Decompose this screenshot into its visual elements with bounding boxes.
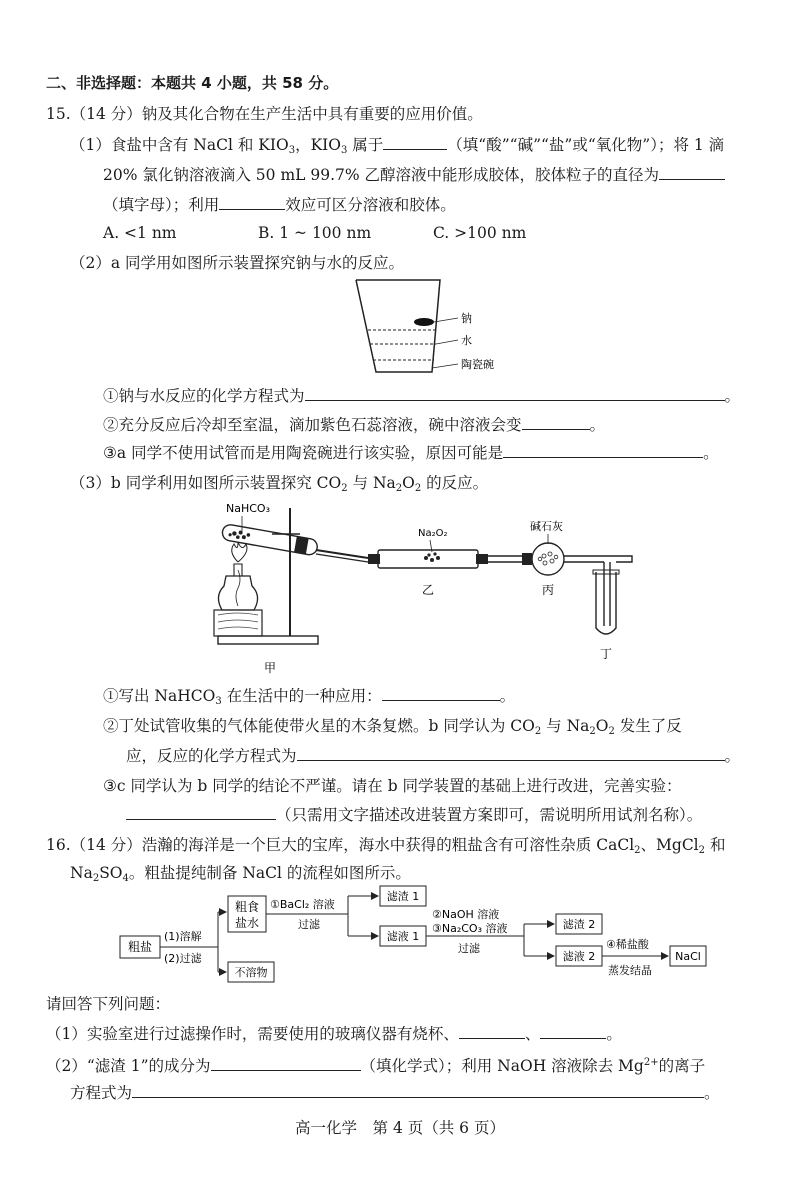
sodium-block (414, 318, 434, 326)
label-bowl: 陶瓷碗 (461, 358, 494, 371)
svg-text:滤渣 2: 滤渣 2 (562, 918, 596, 931)
answer-blank[interactable] (297, 746, 725, 761)
svg-text:(2)过滤: (2)过滤 (164, 952, 202, 965)
svg-text:③Na₂CO₃ 溶液: ③Na₂CO₃ 溶液 (432, 922, 508, 935)
label-ding: 丁 (600, 647, 613, 661)
answer-blank[interactable] (126, 805, 276, 820)
ceramic-bowl (356, 280, 440, 372)
flowchart (114, 884, 724, 986)
svg-text:蒸发结晶: 蒸发结晶 (608, 964, 652, 977)
bowl-figure (340, 272, 520, 378)
option-b: B. 1 ~ 100 nm (258, 224, 372, 242)
q15-p1-line1: （1）食盐中含有 NaCl 和 $KIO_3$，$KIO_3$ 属于 （填“酸”“碱”“盐”或“氧化物”）；将 1 滴 (70, 136, 725, 156)
label-nahco3: NaHCO₃ (226, 502, 270, 515)
q15-p2-s2: ②充分反应后冷却至室温，滴加紫色石蕊溶液，碗中溶液会变 。 (103, 416, 606, 434)
label-yi: 乙 (422, 583, 435, 597)
q16-ask: 请回答下列问题： (46, 995, 171, 1013)
svg-text:盐水: 盐水 (234, 916, 260, 930)
answer-blank[interactable] (659, 165, 725, 180)
svg-text:粗盐: 粗盐 (127, 940, 153, 954)
answer-blank[interactable] (540, 1024, 606, 1039)
flame (232, 542, 247, 562)
answer-blank[interactable] (522, 415, 590, 430)
apparatus-figure (200, 498, 660, 674)
label-jia: 甲 (264, 661, 277, 674)
svg-text:滤渣 1: 滤渣 1 (386, 890, 420, 903)
q16-header-cont: $Na_2SO_4$。粗盐提纯制备 NaCl 的流程如图所示。 (70, 864, 411, 884)
q15-p3-s2-cont: 应，反应的化学方程式为 。 (126, 747, 741, 765)
svg-text:①BaCl₂ 溶液: ①BaCl₂ 溶液 (270, 898, 335, 911)
q15-p3-intro: （3）b 同学利用如图所示装置探究 $CO_2$ 与 $Na_2O_2$ 的反应。 (70, 474, 489, 494)
svg-text:②NaOH 溶液: ②NaOH 溶液 (432, 908, 500, 921)
stopper (294, 536, 309, 554)
q16-header: 16.（14 分）浩瀚的海洋是一个巨大的宝库，海水中获得的粗盐含有可溶性杂质 CaCl$_2$、MgCl$_2$ 和 (46, 836, 726, 856)
label-bing: 丙 (542, 583, 555, 597)
svg-text:(1)溶解: (1)溶解 (164, 930, 202, 943)
q15-p3-s2: ②丁处试管收集的气体能使带火星的木条复燃。b 同学认为 $CO_2$ 与 $Na_2O_2$ 发生了反 (103, 717, 682, 737)
wooden-block (214, 610, 262, 636)
page-footer: 高一化学 第 4 页（共 6 页） (295, 1119, 505, 1137)
label-na2o2: Na₂O₂ (418, 528, 448, 539)
q15-p1-line3: （填字母）；利用 效应可区分溶液和胶体。 (103, 196, 456, 214)
test-tube-ding (596, 572, 616, 634)
q15-p2-intro: （2）a 同学用如图所示装置探究钠与水的反应。 (70, 254, 405, 272)
answer-blank[interactable] (503, 443, 703, 458)
svg-text:过滤: 过滤 (458, 942, 480, 955)
q16-a1: （1）实验室进行过滤操作时，需要使用的玻璃仪器有烧杯、 、 。 (46, 1025, 622, 1043)
option-c: C. >100 nm (433, 224, 527, 242)
svg-text:NaCl: NaCl (675, 950, 701, 963)
q15-p3-s1: ①写出 NaHCO$_3$ 在生活中的一种应用： 。 (103, 687, 516, 707)
svg-text:粗食: 粗食 (234, 900, 260, 914)
q15-header: 15.（14 分）钠及其化合物在生产生活中具有重要的应用价值。 (46, 105, 483, 123)
q15-p2-s3: ③a 同学不使用试管而是用陶瓷碗进行该实验，原因可能是 。 (103, 444, 719, 462)
answer-blank[interactable] (211, 1056, 361, 1071)
label-water: 水 (461, 334, 472, 347)
q15-p3-s3-cont: （只需用文字描述改进装置方案即可，需说明所用试剂名称）。 (126, 804, 702, 826)
svg-text:过滤: 过滤 (298, 918, 320, 931)
drying-bulb-bing (532, 543, 564, 575)
q15-p3-s3: ③c 同学认为 b 同学的结论不严谨。请在 b 同学装置的基础上进行改进，完善实验： (103, 777, 682, 795)
svg-text:不溶物: 不溶物 (234, 966, 268, 979)
q15-p2-s1: ①钠与水反应的化学方程式为 。 (103, 387, 741, 405)
section-title: 二、非选择题：本题共 4 小题，共 58 分。 (46, 74, 339, 92)
svg-text:滤液 1: 滤液 1 (386, 930, 420, 943)
svg-text:④稀盐酸: ④稀盐酸 (606, 938, 649, 951)
answer-blank[interactable] (219, 195, 285, 210)
answer-blank[interactable] (459, 1024, 525, 1039)
answer-blank[interactable] (132, 1083, 704, 1098)
q16-a2: （2）“滤渣 1”的成分为 （填化学式）；利用 NaOH 溶液除去 $Mg^{2+}$的离子 (46, 1057, 706, 1075)
svg-text:滤液 2: 滤液 2 (562, 950, 596, 963)
glass-tube-yi (378, 550, 478, 568)
answer-blank[interactable] (305, 386, 725, 401)
answer-blank[interactable] (382, 686, 500, 701)
label-sodium: 钠 (461, 312, 472, 325)
stand-base (218, 636, 318, 644)
label-soda-lime: 碱石灰 (530, 520, 563, 533)
q16-a2-cont: 方程式为 。 (70, 1084, 720, 1102)
answer-blank[interactable] (383, 135, 447, 150)
option-a: A. <1 nm (103, 224, 177, 242)
q15-p1-line2: 20% 氯化钠溶液滴入 50 mL 99.7% 乙醇溶液中能形成胶体，胶体粒子的直径为 (103, 164, 725, 186)
